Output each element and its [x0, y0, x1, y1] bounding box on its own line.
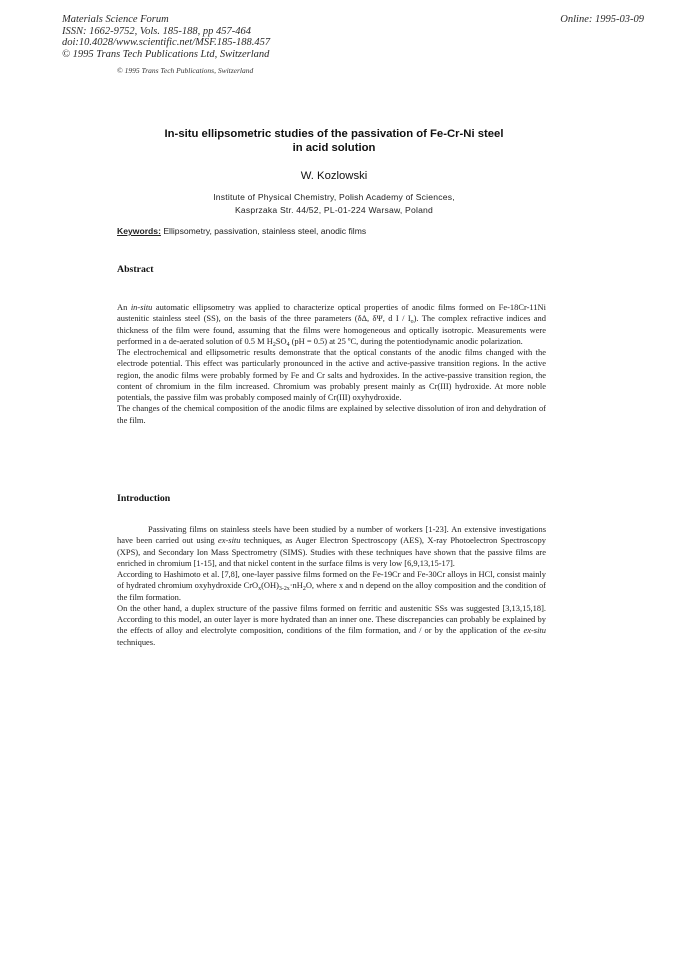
subscript: 3-2x: [278, 586, 290, 593]
text-run: Passivating films on stainless steels have been studied by a number of workers [1-23]. An extensive investigations have been carried out using: [117, 524, 546, 546]
text-run: automatic ellipsometry was applied to characterize optical properties of anodic films formed on Fe-18Cr-11Ni austenitic stainless steel (SS), on the basis of the three parameters (δΔ, δΨ, d I / I: [117, 302, 546, 324]
author-name: W. Kozlowski: [300, 170, 368, 182]
text-run: (OH): [261, 580, 279, 591]
italic-text: ex-situ: [523, 625, 546, 636]
italic-text: in-situ: [130, 302, 153, 312]
keywords-label: Keywords:: [117, 226, 161, 236]
abstract-paragraph-2: The electrochemical and ellipsometric results demonstrate that the optical constants of the anodic films changed with the electrode potential. This effect was particularly pronounced in the active and active-passive transition regions. In the active region, the anodic films were probably formed by Fe and Cr salts and hydroxides. In the active-passive transition region, the content of chromium in the film increased. Chromium was probably present mainly as Cr(III) hydroxide. At more noble potentials, the passive film was probably composed mainly of Cr(III) oxyhydroxide.: [117, 347, 546, 402]
text-run: (pH = 0.5) at 25 ºC, during the potentiodynamic anodic polarization.: [289, 335, 523, 346]
introduction-paragraph-2: [117, 569, 546, 603]
title-line-1: In-situ ellipsometric studies of the passivation of Fe-Cr-Ni steel: [164, 128, 504, 140]
abstract-paragraph-1: [117, 302, 546, 347]
online-date: Online: 1995-03-09: [560, 14, 644, 25]
subscript: o: [410, 319, 414, 326]
text-run: On the other hand, a duplex structure of the passive films formed on ferritic and austenitic SSs was suggested [3,13,15,18]. According to this model, an outer layer is more hydrated than an inner one. These discrepancies can probably be explained by the effects of alloy and electrolyte composition, conditions of the film formation, and / or by the application of the: [117, 602, 546, 636]
copyright-line: © 1995 Trans Tech Publications Ltd, Switzerland: [62, 48, 270, 60]
text-run: techniques, as Auger Electron Spectroscopy (AES), X-ray Photoelectron Spectroscopy (XPS), and Secondary Ion Mass Spectrometry (SIMS). Studies with these techniques have shown that the passive films are enriched in chromium [1-15], and that nickel content in the surface films is very low [6,9,13,15-17].: [117, 535, 546, 568]
author-affiliation: [60, 191, 608, 216]
abstract-paragraph-3: The changes of the chemical composition of the anodic films are explained by selective dissolution of iron and dehydration of the film.: [117, 403, 546, 425]
journal-name: Materials Science Forum: [62, 14, 169, 25]
abstract-heading: Abstract: [117, 264, 154, 275]
keywords: [117, 226, 557, 236]
text-run: ). The complex refractive indices and thickness of the film were found, assuming that the films were homogeneous and optically isotropic. Measurements were performed in a de-aerated solution of 0.5 M H: [117, 313, 546, 346]
subscript: x: [258, 586, 262, 593]
text-run: SO: [275, 335, 287, 346]
subscript: 4: [286, 341, 290, 348]
doi-line: doi:10.4028/www.scientific.net/MSF.185-188.457: [62, 37, 271, 48]
text-run: An: [117, 302, 131, 312]
paper-title: [60, 127, 608, 155]
small-copyright: © 1995 Trans Tech Publications, Switzerland: [117, 66, 254, 75]
text-run: techniques.: [117, 636, 156, 647]
introduction-heading: Introduction: [117, 493, 171, 504]
italic-text: ex-situ: [217, 535, 241, 546]
introduction-paragraph-1: [117, 524, 546, 569]
text-run: ·nH: [289, 580, 303, 591]
introduction-paragraph-3: [117, 603, 546, 648]
issn-line: ISSN: 1662-9752, Vols. 185-188, pp 457-464: [62, 25, 251, 37]
introduction-body: [117, 524, 546, 648]
keywords-text: Ellipsometry, passivation, stainless steel, anodic films: [160, 226, 367, 236]
text-run: According to Hashimoto et al. [7,8], one-layer passive films formed on the Fe-19Cr and Fe-30Cr alloys in HCl, consist mainly of hydrated chromium oxyhydroxide CrO: [117, 569, 546, 591]
title-line-2: in acid solution: [292, 142, 376, 154]
subscript: 2: [272, 341, 276, 348]
text-run: O, where x and n depend on the alloy composition and the condition of the film formation.: [117, 580, 546, 602]
abstract-body: [117, 302, 546, 426]
publication-metadata: [62, 14, 382, 60]
subscript: 2: [302, 586, 306, 593]
affiliation-line-1: Institute of Physical Chemistry, Polish Academy of Sciences,: [213, 192, 455, 202]
affiliation-line-2: Kasprzaka Str. 44/52, PL-01-224 Warsaw, Poland: [234, 204, 434, 215]
